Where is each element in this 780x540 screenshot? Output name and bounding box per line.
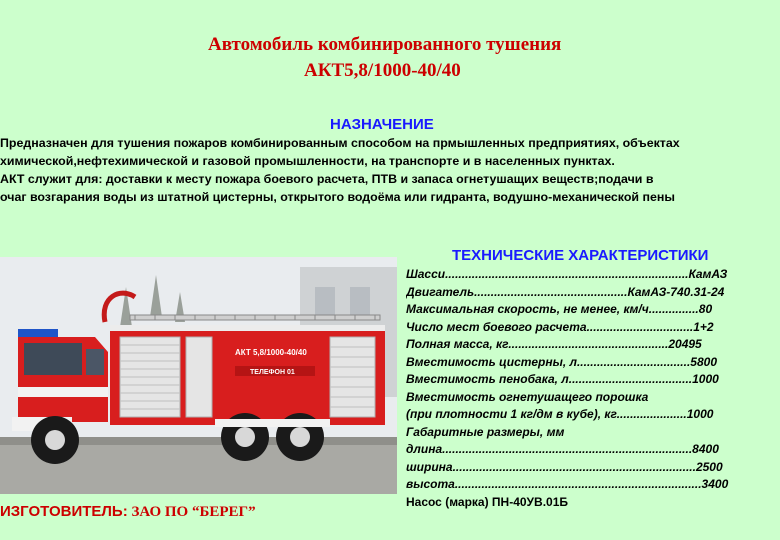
purpose-line: химической,нефтехимической и газовой промышленности, на транспорте и в населенных пунктах. (0, 154, 615, 168)
spec-row: Вместимость огнетушащего порошка (406, 389, 649, 404)
purpose-heading: НАЗНАЧЕНИЕ (330, 116, 434, 133)
purpose-line: Предназначен для тушения пожаров комбинированным способом на прмышленных предприятиях, объектах (0, 136, 680, 150)
spec-row: Насос (марка) ПН-40УВ.01Б (406, 494, 568, 509)
spec-row: Шасси.........................................................................КамАЗ (406, 267, 728, 281)
spec-row: Вместимость пенобака, л.....................................1000 (406, 372, 719, 386)
spec-row: Габаритные размеры, мм (406, 424, 565, 439)
spec-row: высота..........................................................................3400 (406, 477, 729, 491)
fire-truck-illustration (0, 257, 397, 494)
specs-heading: ТЕХНИЧЕСКИЕ ХАРАКТЕРИСТИКИ (452, 247, 709, 264)
spec-row: Максимальная скорость, не менее, км/ч...............80 (406, 302, 713, 316)
spec-row: длина...........................................................................8400 (406, 442, 719, 456)
page-title: Автомобиль комбинированного тушения (208, 34, 562, 55)
truck-side-label: АКТ 5,8/1000-40/40 (235, 348, 307, 357)
spec-row: (при плотности 1 кг/дм в кубе), кг.....................1000 (406, 407, 714, 421)
spec-row: Вместимость цистерны, л..................................5800 (406, 354, 717, 369)
spec-row: Полная масса, кг................................................20495 (406, 337, 702, 351)
manufacturer-value: ЗАО ПО “БЕРЕГ” (127, 504, 256, 520)
specs-list (406, 266, 780, 511)
spec-row: ширина.........................................................................2500 (406, 459, 723, 474)
manufacturer-label: ИЗГОТОВИТЕЛЬ: (0, 503, 128, 520)
purpose-line: очаг возгарания воды из штатной цистерны, открытого водоёма или гидранта, водушно-механической пены (0, 190, 675, 204)
spec-row: Двигатель..............................................КамАЗ-740.31-24 (406, 284, 725, 299)
manufacturer (0, 503, 256, 521)
truck-phone-label: ТЕЛЕФОН 01 (250, 369, 295, 376)
purpose-line: АКТ служит для: доставки к месту пожара боевого расчета, ПТВ и запаса огнетушащих веществ;подачи в (0, 172, 654, 186)
spec-row: Число мест боевого расчета................................1+2 (406, 319, 714, 334)
fire-truck-photo (0, 257, 397, 494)
page-subtitle-model: АКТ5,8/1000-40/40 (304, 60, 461, 81)
purpose-text (0, 134, 780, 206)
